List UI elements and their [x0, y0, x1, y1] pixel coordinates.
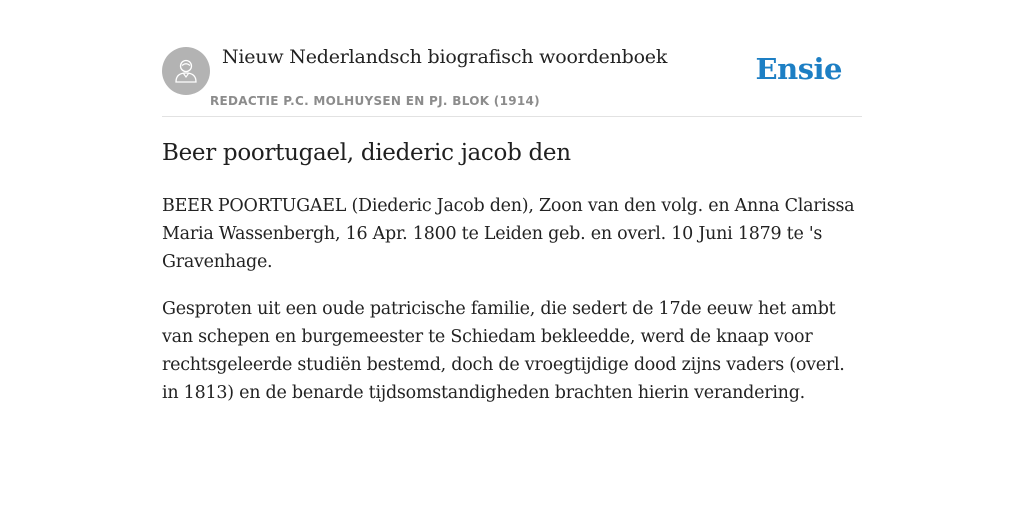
source-title[interactable]: Nieuw Nederlandsch biografisch woordenboek [222, 46, 668, 68]
source-avatar[interactable] [162, 47, 210, 95]
source-header [162, 0, 862, 117]
article-paragraph: BEER POORTUGAEL (Diederic Jacob den), Zoon van den volg. en Anna Clarissa Maria Wassenbergh, 16 Apr. 1800 te Leiden geb. en overl. 10 Juni 1879 te 's Gravenhage. [162, 196, 855, 272]
article-container [162, 0, 862, 403]
source-subtitle: REDACTIE P.C. MOLHUYSEN EN PJ. BLOK (1914) [210, 94, 540, 108]
article-paragraph: Gesproten uit een oude patricische familie, die sedert de 17de eeuw het ambt van schepen en burgemeester te Schiedam bekleedde, werd de knaap voor rechtsgeleerde studiën bestemd, doch de vroegtijdige dood zijns vaders (overl. in 1813) en de benarde tijdsomstandigheden brachten hierin verandering. [162, 299, 845, 403]
user-silhouette-icon [171, 56, 201, 86]
page-title: Beer poortugael, diederic jacob den [162, 140, 571, 166]
article-body [162, 192, 862, 426]
brand-logo[interactable]: Ensie [755, 52, 842, 86]
